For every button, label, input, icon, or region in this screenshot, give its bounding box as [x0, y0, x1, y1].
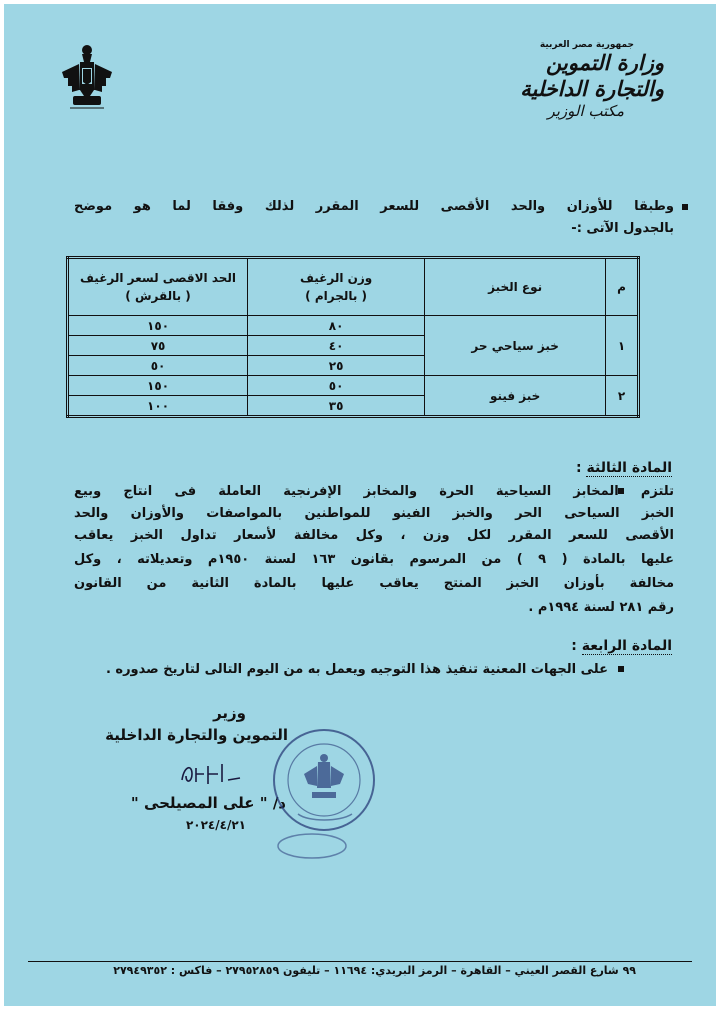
row-price: ٧٥: [68, 336, 248, 356]
ministry-name: وزارة التموين والتجارة الداخلية: [520, 50, 664, 101]
row-num: ١: [606, 316, 639, 376]
table-header-row: [68, 258, 639, 316]
eagle-emblem-icon: [60, 42, 114, 116]
header-num: م: [606, 258, 639, 316]
republic-label: جمهورية مصر العربية: [539, 40, 634, 50]
article-4-text: على الجهات المعنية تنفيذ هذا التوجيه ويعمل به من اليوم التالى لتاريخ صدوره .: [105, 662, 608, 677]
article-3-line-5: مخالفة بأوزان الخبز المنتج يعاقب عليها بالمادة الثانية من القانون: [74, 576, 674, 591]
row-weight: ٤٠: [248, 336, 425, 356]
article-4-heading: المادة الرابعة :: [571, 638, 672, 654]
table-row: [68, 376, 639, 396]
row-type: خبز فينو: [425, 376, 606, 417]
row-weight: ٥٠: [248, 376, 425, 396]
article-3-line-4: عليها بالمادة ( ٩ ) من المرسوم بقانون ١٦٣ لسنة ١٩٥٠م وتعديلاته ، وكل: [74, 552, 674, 567]
article-3-line-3: الأقصى للسعر المقرر لكل وزن ، وكل مخالفة لأسعار تداول الخبز يعاقب: [74, 528, 674, 543]
official-stamp-icon: [268, 714, 388, 864]
signature-date: ٢٠٢٤/٤/٢١: [185, 818, 246, 832]
row-weight: ٢٥: [248, 356, 425, 376]
article-3-line-6: رقم ٢٨١ لسنة ١٩٩٤م .: [528, 600, 674, 615]
footer-divider: [28, 961, 692, 962]
article-3-line-2: الخبز السياحى الحر والخبز الفينو للمواطنين بالمواصفات والأوزان والحد: [74, 506, 674, 521]
row-weight: ٣٥: [248, 396, 425, 417]
office-name: مكتب الوزير: [547, 102, 624, 120]
table-row: [68, 316, 639, 336]
row-price: ١٥٠: [68, 376, 248, 396]
handwritten-signature-icon: [178, 760, 248, 788]
header-price: الحد الاقصى لسعر الرغيف ( بالقرش ): [68, 258, 248, 316]
signature-title-1: وزير: [213, 704, 246, 722]
bullet-icon: [618, 666, 624, 672]
row-price: ١٠٠: [68, 396, 248, 417]
row-type: خبز سياحي حر: [425, 316, 606, 376]
row-price: ١٥٠: [68, 316, 248, 336]
header-weight: وزن الرغيف ( بالجرام ): [248, 258, 425, 316]
row-weight: ٨٠: [248, 316, 425, 336]
article-3-heading: المادة الثالثة :: [576, 460, 672, 476]
document-page: [4, 4, 716, 1006]
intro-line-2: بالجدول الآتى :-: [571, 221, 674, 236]
signature-title-2: التموين والتجارة الداخلية: [105, 726, 288, 744]
bullet-icon: [682, 204, 688, 210]
intro-line-1: وطبقا للأوزان والحد الأقصى للسعر المقرر لذلك وفقا لما هو موضح: [74, 199, 674, 214]
article-3-line-1: تلتزم المخابز السياحية الحرة والمخابز الإفرنجية العاملة فى انتاج وبيع: [74, 484, 674, 499]
minister-name: د/ " على المصيلحى ": [130, 794, 286, 812]
row-price: ٥٠: [68, 356, 248, 376]
ministry-header: [484, 40, 664, 120]
footer-address: ٩٩ شارع القصر العيني – القاهرة – الرمز البريدي: ١١٦٩٤ – تليفون ٢٧٩٥٢٨٥٩ – فاكس : ٢٧٩٤٩٣٥٢: [113, 964, 636, 977]
row-num: ٢: [606, 376, 639, 417]
header-type: نوع الخبز: [425, 258, 606, 316]
bread-price-table: [66, 256, 640, 418]
